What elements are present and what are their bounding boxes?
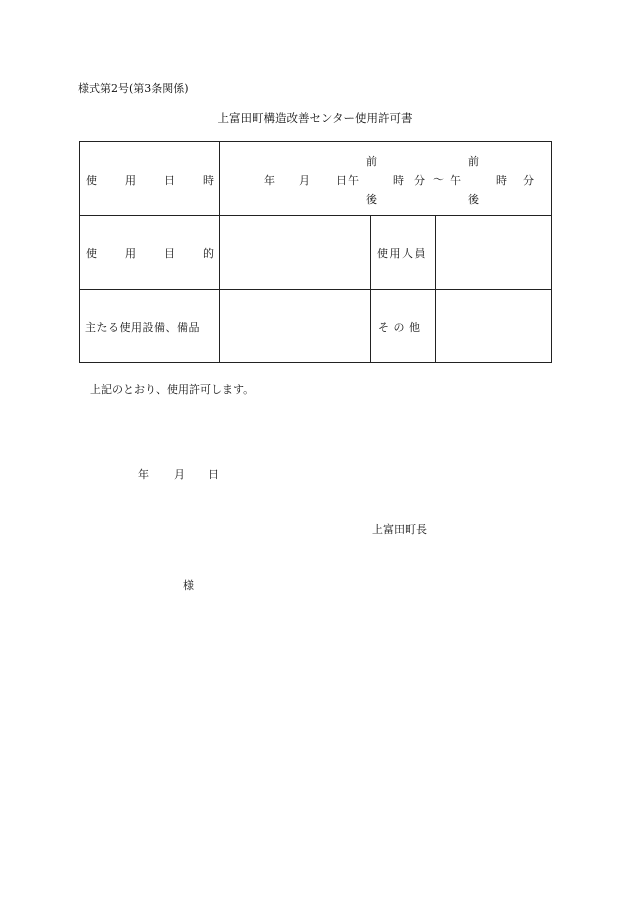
main-equipment-field[interactable] [220,290,370,362]
date-month-label: 月 [174,468,185,481]
day-label: 日 [336,174,347,187]
attendee-count-field[interactable] [436,216,551,289]
usage-datetime-label: 使 用 日 時 [86,174,214,187]
form-number: 様式第2号(第3条関係) [78,82,189,95]
approval-statement: 上記のとおり、使用許可します。 [90,383,255,396]
other-label: そ の 他 [378,321,421,334]
end-meridiem-label: 午 [450,174,461,187]
start-hour-label: 時 [393,174,404,187]
start-meridiem-label: 午 [348,174,359,187]
date-year-label: 年 [138,468,149,481]
main-equipment-label: 主たる使用設備、備品 [85,321,200,334]
year-label: 年 [264,174,275,187]
column-divider-middle [370,215,371,362]
end-pm-label: 後 [468,193,479,206]
end-hour-label: 時 [496,174,507,187]
end-minute-label: 分 [523,174,534,187]
end-am-label: 前 [468,155,479,168]
addressee-honorific: 様 [183,579,194,592]
usage-purpose-label: 使 用 目 的 [86,247,214,260]
attendee-count-label: 使用人員 [377,247,427,260]
date-day-label: 日 [208,468,219,481]
start-am-label: 前 [366,155,377,168]
range-tilde: ～ [433,173,444,186]
start-pm-label: 後 [366,193,377,206]
start-minute-label: 分 [414,174,425,187]
issuer-name: 上富田町長 [372,523,427,536]
permit-table [79,141,552,363]
document-title: 上富田町構造改善センター使用許可書 [217,111,413,125]
other-field[interactable] [436,290,551,362]
usage-purpose-field[interactable] [220,216,370,289]
month-label: 月 [299,174,310,187]
